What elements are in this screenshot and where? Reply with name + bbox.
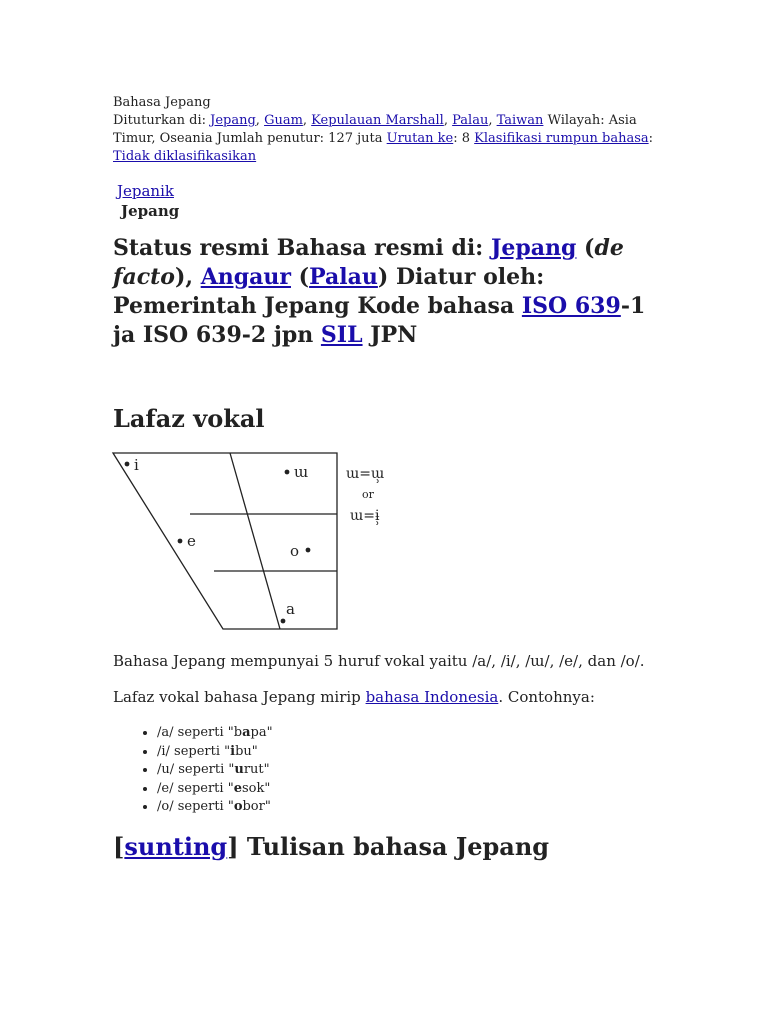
regulated-text: Diatur oleh: Pemerintah Jepang Kode bahasa	[113, 264, 545, 319]
list-item	[157, 724, 273, 743]
sil-link[interactable]: SIL	[320, 322, 363, 348]
p2-after: . Contohnya:	[498, 688, 595, 706]
country-link-taiwan[interactable]: Taiwan	[496, 113, 544, 128]
de-facto-text: de facto	[113, 235, 624, 290]
status-link-jepang[interactable]: Jepang	[490, 235, 577, 261]
vowel-dot-a	[281, 619, 286, 624]
status-link-palau[interactable]: Palau	[309, 264, 378, 290]
classification-sep: :	[648, 131, 654, 146]
spoken-in-label: Dituturkan di:	[113, 113, 206, 128]
classification-value-link[interactable]: Tidak diklasifikasikan	[113, 149, 257, 164]
example-post: pa"	[250, 725, 273, 740]
iso639-link[interactable]: ISO 639	[521, 293, 621, 319]
vowel-dot-e	[178, 539, 183, 544]
vowel-chart	[110, 448, 400, 638]
example-pre: /i/ seperti "	[157, 743, 231, 759]
example-bold: e	[233, 780, 242, 796]
example-bold: a	[242, 725, 251, 740]
list-item	[157, 761, 273, 780]
country-link-marshall[interactable]: Kepulauan Marshall	[311, 113, 444, 128]
vowel-dot-u	[285, 470, 290, 475]
example-pre: /a/ seperti "b	[157, 725, 243, 740]
country-link-guam[interactable]: Guam	[264, 113, 303, 128]
p2-before: Lafaz vokal bahasa Jepang mirip	[113, 688, 366, 706]
region-text: Wilayah: Asia Timur, Oseania Jumlah penutur: 127 juta	[113, 113, 637, 146]
section-title-writing: Tulisan bahasa Jepang	[246, 832, 550, 861]
country-link-jepang[interactable]: Jepang	[210, 113, 256, 128]
paragraph-vowels: Bahasa Jepang mempunyai 5 huruf vokal yaitu /a/, /i/, /ɯ/, /e/, dan /o/.	[113, 652, 645, 670]
vowel-note-1: ɯ=ɯ̹	[346, 466, 385, 482]
vowel-note-2: ɯ=ɨ̹	[350, 508, 380, 524]
list-item	[157, 743, 273, 762]
infobox-title: Bahasa Jepang	[113, 95, 211, 110]
example-post: bor"	[242, 799, 271, 814]
example-bold: i	[230, 743, 236, 759]
vowel-label-u: ɯ	[294, 463, 309, 481]
status-link-angaur[interactable]: Angaur	[200, 264, 291, 290]
example-pre: /o/ seperti "	[157, 799, 234, 814]
bahasa-indonesia-link[interactable]: bahasa Indonesia	[365, 688, 499, 706]
iso-rest-text: -1 ja ISO 639-2 jpn	[113, 293, 646, 348]
example-list	[113, 724, 273, 817]
vowel-dot-o	[306, 548, 311, 553]
vowel-label-i: i	[134, 456, 139, 474]
section-heading-writing: [sunting] Tulisan bahasa Jepang	[113, 832, 550, 861]
vowel-dot-i	[125, 462, 130, 467]
vowel-label-a: a	[286, 600, 295, 618]
infobox	[113, 94, 658, 166]
family-link[interactable]: Jepanik	[117, 182, 174, 200]
vowel-label-e: e	[187, 532, 196, 550]
section-heading-vowel: Lafaz vokal	[113, 404, 265, 433]
example-bold: u	[234, 762, 244, 777]
vowel-note-or: or	[362, 488, 374, 501]
example-pre: /e/ seperti "	[157, 780, 234, 796]
example-pre: /u/ seperti "	[157, 762, 235, 777]
paragraph-examples	[113, 688, 595, 706]
example-post: rut"	[243, 762, 270, 777]
family-name: Jepang	[121, 202, 180, 220]
status-label: Status resmi Bahasa resmi di:	[113, 235, 491, 261]
sil-code: JPN	[370, 322, 418, 348]
country-link-palau[interactable]: Palau	[452, 113, 489, 128]
status-heading: Status resmi Bahasa resmi di: Jepang (de facto), Angaur (Palau) Diatur oleh: Pemerintah Jepang Kode bahasa ISO 639-1 ja ISO 639-2 jpn SIL JPN	[113, 235, 646, 348]
example-bold: o	[233, 799, 243, 814]
classification-link[interactable]: Klasifikasi rumpun bahasa	[474, 131, 649, 146]
infobox-body: Dituturkan di: Jepang, Guam, Kepulauan Marshall, Palau, Taiwan Wilayah: Asia Timur, Oseania Jumlah penutur: 127 juta Urutan ke: 8 Klasifikasi rumpun bahasa: Tidak diklasifikasikan	[113, 113, 654, 164]
rank-link[interactable]: Urutan ke	[386, 131, 454, 146]
rank-value: : 8	[453, 131, 471, 146]
example-post: bu"	[235, 743, 258, 759]
list-item	[157, 798, 273, 817]
vowel-label-o: o	[290, 542, 300, 560]
example-post: sok"	[241, 780, 271, 796]
edit-section-link[interactable]: sunting	[124, 832, 228, 861]
list-item	[157, 780, 273, 799]
